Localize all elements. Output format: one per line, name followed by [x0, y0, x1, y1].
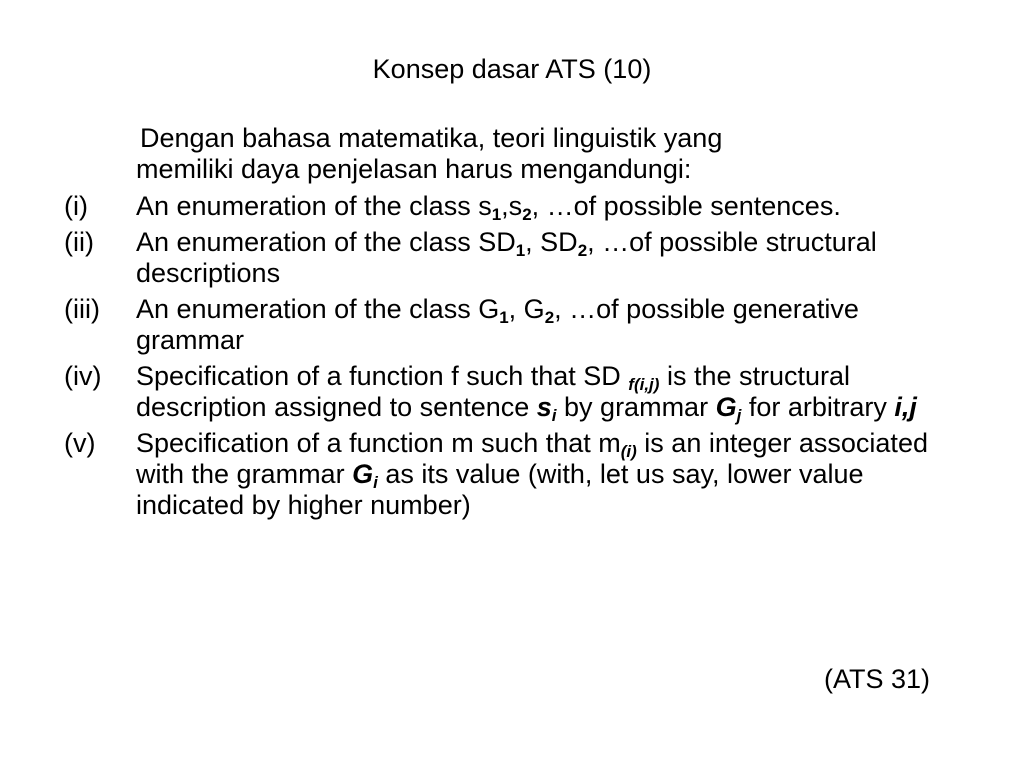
list-marker: (i): [64, 191, 88, 221]
text-run: , G: [508, 294, 545, 324]
math-variable: s: [536, 392, 552, 422]
subscript: 2: [522, 205, 532, 224]
text-run: An enumeration of the class G: [136, 294, 500, 324]
list-marker: (ii): [64, 227, 94, 257]
list-item-i: [64, 191, 944, 222]
subscript: f(i,j): [628, 375, 660, 394]
text-run: An enumeration of the class s: [136, 191, 492, 221]
text-run: Specification of a function m such that m: [136, 428, 621, 458]
list-item-v: [64, 428, 944, 521]
text-run: , …of possible structural descriptions: [136, 227, 877, 288]
list-item-text: [136, 294, 944, 356]
text-run: is an integer associated with the grammar: [136, 428, 928, 489]
list-marker: (iii): [64, 294, 100, 324]
subscript: (i): [620, 442, 637, 461]
subscript: 1: [499, 308, 509, 327]
list-item-text: [136, 191, 944, 222]
subscript: i: [373, 473, 378, 492]
text-run: ,s: [501, 191, 523, 221]
list-item-text: [136, 227, 944, 289]
text-run: is the structural description assigned to sentence: [136, 361, 851, 422]
citation: (ATS 31): [823, 664, 930, 694]
subscript: 1: [491, 205, 502, 224]
math-variable: i,j: [894, 392, 917, 422]
slide-title: Konsep dasar ATS (10): [372, 54, 652, 84]
list-marker: (iv): [64, 361, 102, 391]
subscript: j: [736, 406, 742, 425]
list-item-iii: [64, 294, 944, 356]
list-item-text: [136, 361, 944, 423]
text-run: , …of possible generative grammar: [136, 294, 859, 355]
slide-body: [64, 123, 944, 526]
text-run: by grammar: [556, 392, 716, 422]
list-marker: (v): [64, 428, 96, 458]
math-variable: G: [715, 392, 737, 422]
intro-paragraph: [64, 123, 944, 185]
list-item-text: [136, 428, 944, 521]
subscript: i: [551, 406, 557, 425]
intro-line-1: Dengan bahasa matematika, teori linguistik yang: [140, 123, 723, 153]
text-run: Specification of a function f such that SD: [136, 361, 629, 391]
subscript: 2: [577, 241, 588, 260]
subscript: 2: [544, 308, 555, 327]
text-run: for arbitrary: [741, 392, 895, 422]
text-run: as its value (with, let us say, lower value indicated by higher number): [136, 459, 864, 520]
list-item-iv: [64, 361, 944, 423]
text-run: An enumeration of the class SD: [136, 227, 516, 257]
text-run: , …of possible sentences.: [531, 191, 841, 221]
subscript: 1: [515, 241, 526, 260]
text-run: , SD: [525, 227, 578, 257]
math-variable: G: [352, 459, 374, 489]
list-item-ii: [64, 227, 944, 289]
intro-line-2: memiliki daya penjelasan harus mengandungi:: [136, 154, 692, 184]
